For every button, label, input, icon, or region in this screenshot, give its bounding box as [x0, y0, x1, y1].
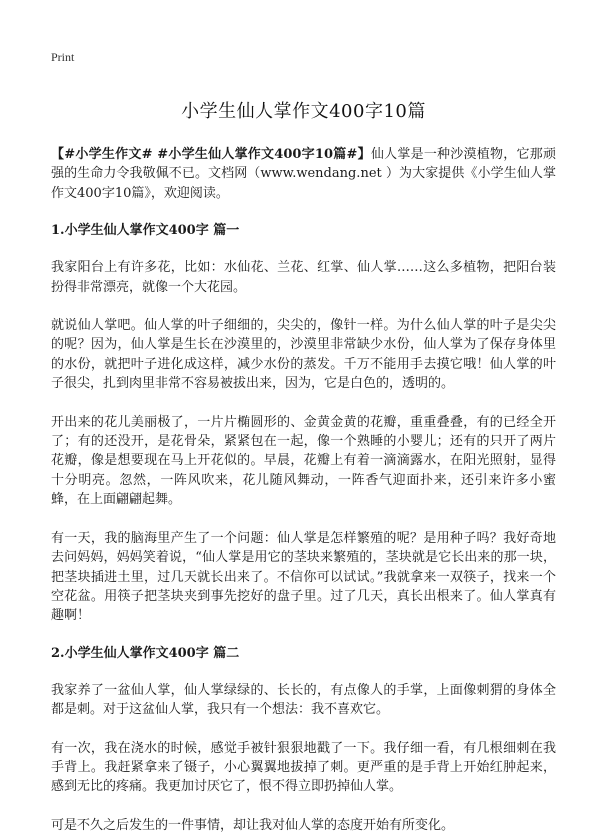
- intro-tag: 【#小学生作文# #小学生仙人掌作文400字10篇#】: [51, 147, 371, 162]
- print-link[interactable]: Print: [51, 50, 75, 64]
- section-1-paragraph-1: 我家阳台上有许多花，比如：水仙花、兰花、红掌、仙人掌……这么多植物，把阳台装扮得非常漂亮，就像一个大花园。: [51, 260, 556, 295]
- intro-text: 仙人掌是一种沙漠植物，它那顽强的生命力令我敬佩不已。文档网（www.wendang.net ）为大家提供《小学生仙人掌作文400字10篇》，欢迎阅读。: [51, 147, 556, 201]
- section-2-paragraph-2: 有一次，我在浇水的时候，感觉手被针狠狠地戳了一下。我仔细一看，有几根细刺在我手背上。我赶紧拿来了镊子，小心翼翼地拔掉了刺。更严重的是手背上开始红肿起来，感到无比的疼痛。我更加讨厌它了，恨不得立即扔掉仙人掌。: [51, 740, 556, 795]
- section-1-paragraph-4: 有一天，我的脑海里产生了一个问题：仙人掌是怎样繁殖的呢？是用种子吗？我好奇地去问妈妈，妈妈笑着说，“仙人掌是用它的茎块来繁殖的，茎块就是它长出来的那一块，把茎块插进土里，过几天就长出来了。不信你可以试试。”我就拿来一双筷子，找来一个空花盆。用筷子把茎块夹到事先挖好的盘子里。过了几天，真长出根来了。仙人掌真有趣啊！: [51, 530, 556, 624]
- section-1-paragraph-2: 就说仙人掌吧。仙人掌的叶子细细的，尖尖的，像针一样。为什么仙人掌的叶子是尖尖的呢？因为，仙人掌是生长在沙漠里的，沙漠里非常缺少水份，仙人掌为了保存身体里的水份，就把叶子进化成这样，减少水份的蒸发。千万不能用手去摸它哦！仙人掌的叶子很尖，扎到肉里非常不容易被拔出来，因为，它是白色的，透明的。: [51, 318, 556, 392]
- section-1-paragraph-3: 开出来的花儿美丽极了，一片片椭圆形的、金黄金黄的花瓣，重重叠叠，有的已经全开了；有的还没开，是花骨朵，紧紧包在一起，像一个熟睡的小婴儿；还有的只开了两片花瓣，像是想要现在马上开花似的。早晨，花瓣上有着一滴滴露水，在阳光照射，显得十分明亮。忽然，一阵风吹来，花儿随风舞动，一阵香气迎面扑来，还引来许多小蜜蜂，在上面翩翩起舞。: [51, 414, 556, 508]
- section-2-paragraph-1: 我家养了一盆仙人掌，仙人掌绿绿的、长长的，有点像人的手掌，上面像刺猬的身体全都是刺。对于这盆仙人掌，我只有一个想法：我不喜欢它。: [51, 682, 556, 718]
- section-2: [51, 645, 556, 835]
- page-title: 小学生仙人掌作文400字10篇: [181, 101, 426, 122]
- section-heading: 2.小学生仙人掌作文400字 篇二: [51, 645, 240, 661]
- section-heading: 1.小学生仙人掌作文400字 篇一: [51, 223, 240, 239]
- intro-paragraph: [51, 145, 556, 203]
- section-1: [51, 222, 556, 626]
- section-2-paragraph-3: 可是不久之后发生的一件事情，却让我对仙人掌的态度开始有所变化。: [51, 817, 455, 833]
